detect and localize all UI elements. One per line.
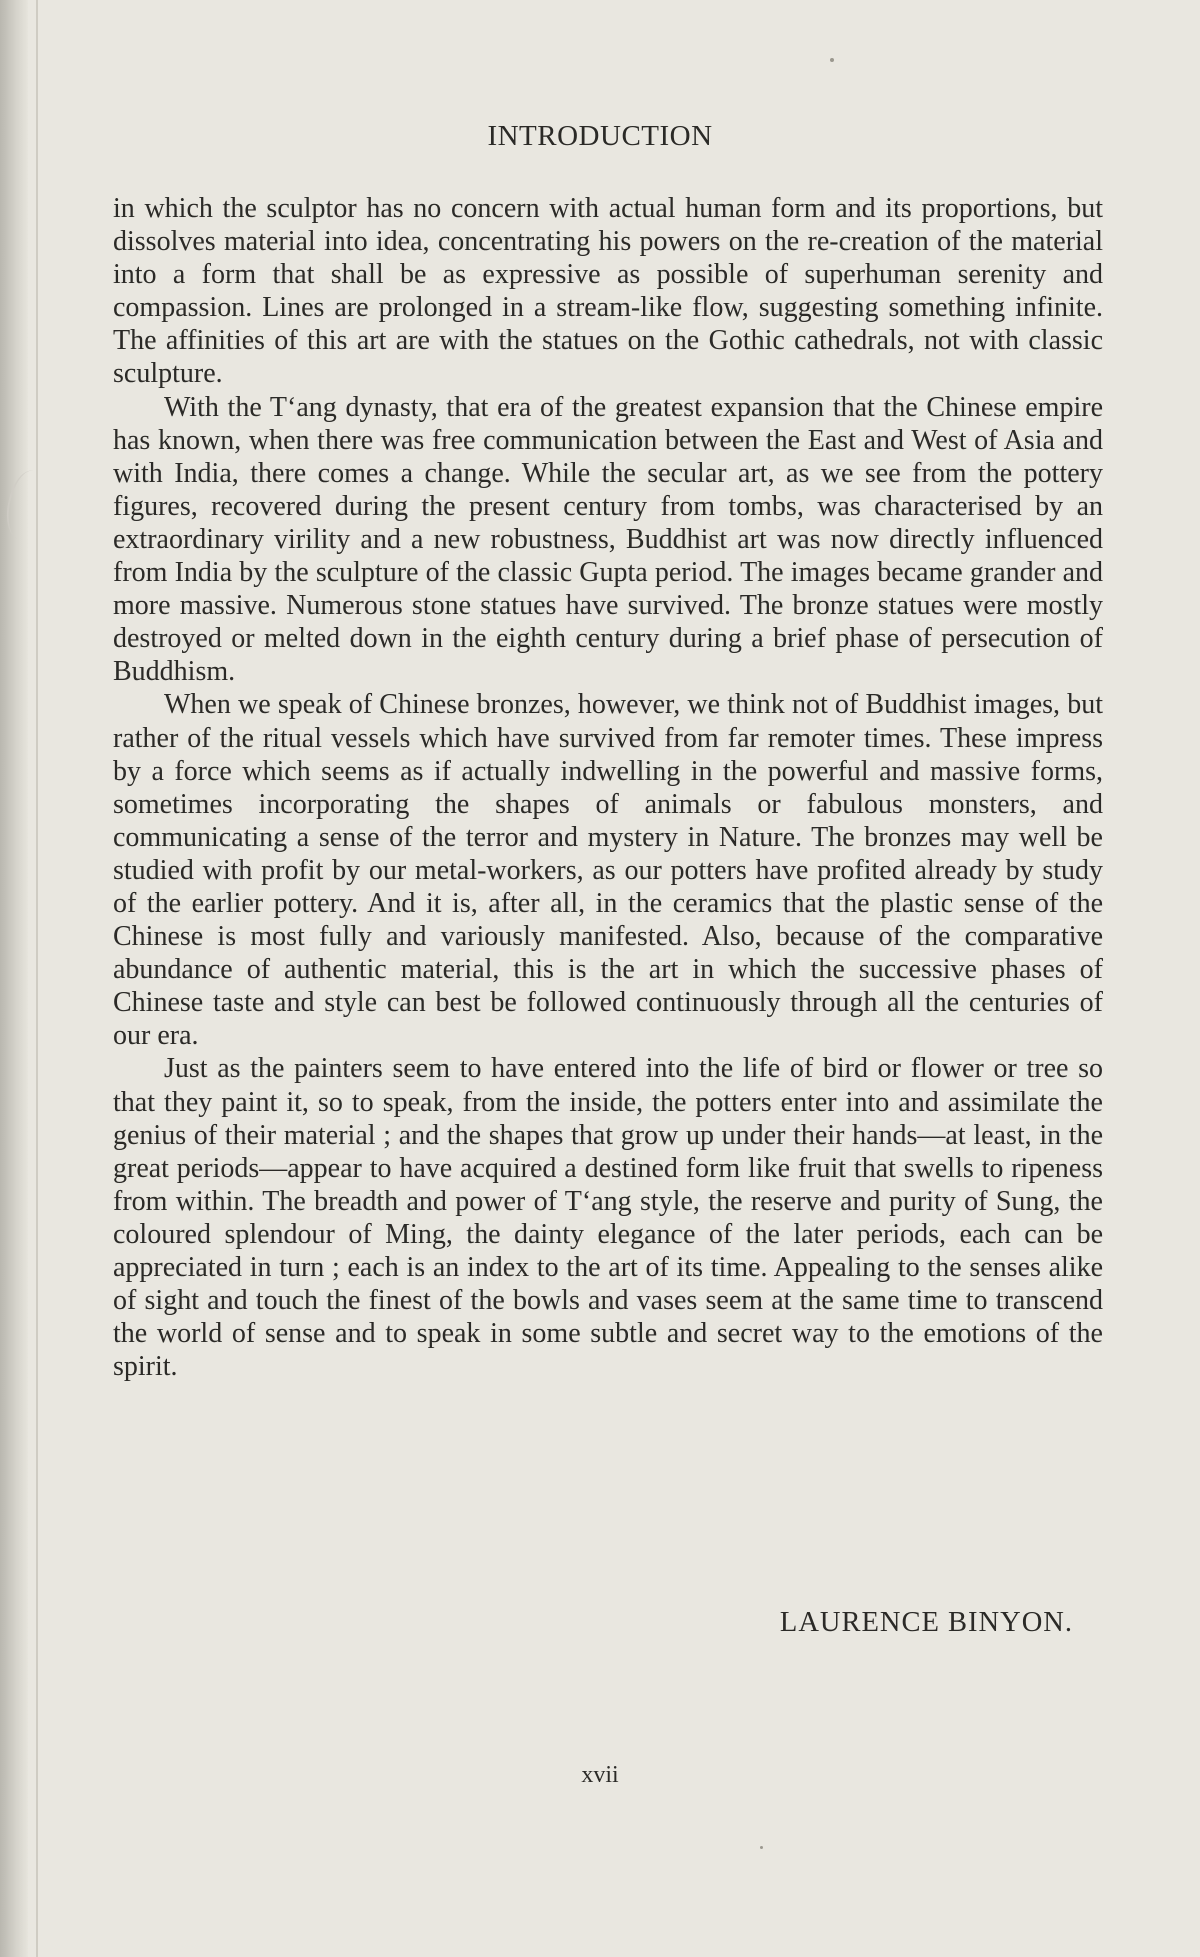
paragraph: When we speak of Chinese bronzes, however, we think not of Buddhist images, but rather of the ritual vessels which have survived from far remoter times. These impress by a force which seems as if actually indwelling in the powerful and massive forms, sometimes incorporating the shapes of animals or fabulous monsters, and communicating a sense of the terror and mystery in Nature. The bronzes may well be studied with profit by our metal-workers, as our potters have profited already by study of the earlier pottery. And it is, after all, in the ceramics that the plastic sense of the Chinese is most fully and variously manifested. Also, because of the comparative abundance of authentic material, this is the art in which the successive phases of Chinese taste and style can best be followed continuously through all the centuries of our era. — [113, 689, 1103, 1052]
page-number: xvii — [581, 1762, 619, 1788]
paragraph: With the T‘ang dynasty, that era of the greatest expansion that the Chinese empire has known, when there was free communication between the East and West of Asia and with India, there comes a change. While the secular art, as we see from the pottery figures, recovered during the present century from tombs, was characterised by an extraordinary virility and a new robustness, Buddhist art was now directly influenced from India by the sculpture of the classic Gupta period. The images became grander and more massive. Numerous stone statues have survived. The bronze statues were mostly destroyed or melted down in the eighth century during a brief phase of persecution of Buddhism. — [113, 391, 1103, 688]
speck — [760, 1846, 763, 1849]
paragraph: Just as the painters seem to have entered into the life of bird or flower or tree so that they paint it, so to speak, from the inside, the potters enter into and assimilate the genius of their material ; and the shapes that grow up under their hands—at least, in the great periods—appear to have acquired a destined form like fruit that swells to ripeness from within. The breadth and power of T‘ang style, the reserve and purity of Sung, the coloured splendour of Ming, the dainty elegance of the later periods, each can be appreciated in turn ; each is an index to the art of its time. Appealing to the senses alike of sight and touch the finest of the bowls and vases seem at the same time to transcend the world of sense and to speak in some subtle and secret way to the emotions of the spirit. — [113, 1053, 1103, 1383]
speck — [830, 58, 834, 62]
body-text — [113, 192, 1103, 1383]
paragraph: in which the sculptor has no concern with actual human form and its proportions, but dissolves material into idea, concentrating his powers on the re-creation of the material into a form that shall be as expressive as possible of superhuman serenity and compassion. Lines are prolonged in a stream-like flow, suggesting something infinite. The affinities of this art are with the statues on the Gothic cathedrals, not with classic sculpture. — [113, 193, 1103, 390]
gutter-line — [36, 0, 38, 1957]
running-head: INTRODUCTION — [487, 120, 713, 152]
author-signature: LAURENCE BINYON. — [779, 1607, 1073, 1638]
book-binding-edge — [0, 0, 28, 1957]
